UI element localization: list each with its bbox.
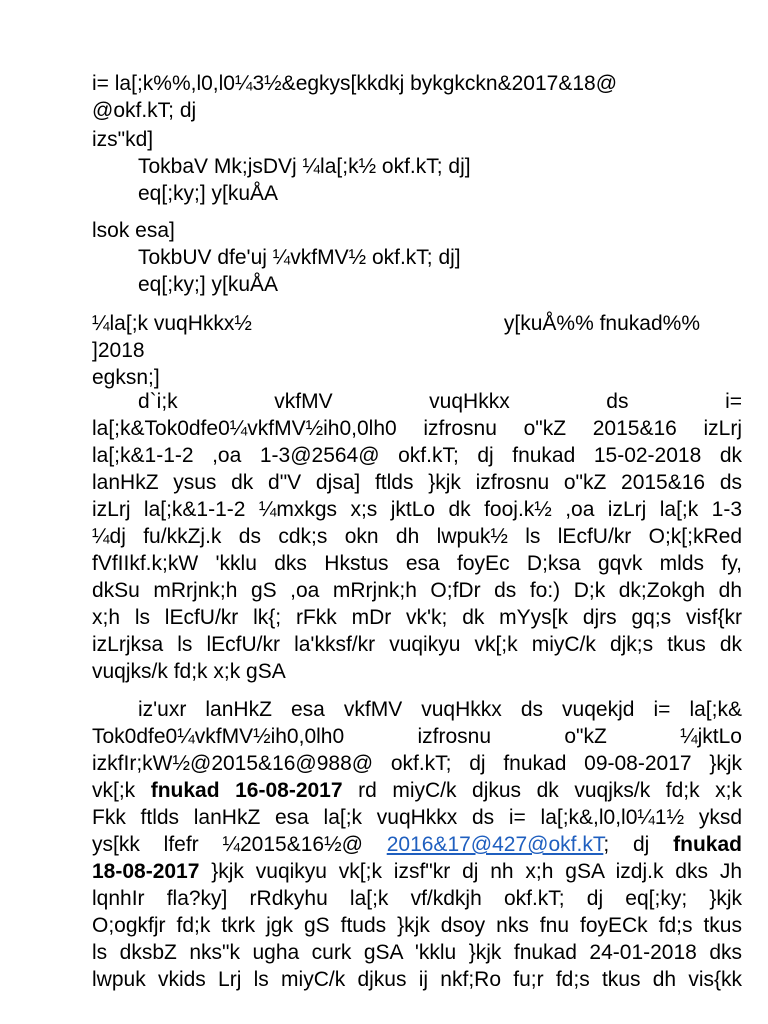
para1-line: x;h ls lEcfU/kr lk{; rFkk mDr vk'k; dk mYys[k djrs gq;s visf{kr	[92, 606, 742, 629]
para1-line: la[;k&Tok0dfe0¼vkfMV½ih0,0lh0 izfrosnu o"kZ 2015&16 izLrj	[92, 417, 742, 440]
subject-department: ¼la[;k vuqHkkx½	[92, 312, 252, 335]
recipient-line-1: TokbUV dfe'uj ¼vkfMV½ okf.kT; dj]	[138, 246, 461, 269]
paragraph-1	[92, 388, 742, 685]
deadline-date-bold: fnukad 16-08-2017	[150, 779, 343, 802]
para1-line: la[;k&1-1-2 ,oa 1-3@2564@ okf.kT; dj fnukad 15-02-2018 dk	[92, 444, 742, 467]
para2-line-6	[92, 831, 742, 858]
para2-line: izkfIr;kW½@2015&16@988@ okf.kT; dj fnukad 09-08-2017 }kjk	[92, 752, 742, 775]
para1-line: izLrjksa ls lEcfU/kr la'kksf/kr vuqikyu vk[;k miyC/k djk;s tkus dk	[92, 633, 742, 656]
sender-line-1: TokbaV Mk;jsDVj ¼la[;k½ okf.kT; dj]	[138, 155, 471, 178]
recipient-line-2: eq[;ky;] y[kuÅA	[138, 273, 279, 296]
para1-line: vuqjks/k fd;k x;k gSA	[92, 660, 286, 683]
para2-line: Fkk ftlds lanHkZ esa la[;k vuqHkkx ds i= la[;k&,l0,l0¼1½ yksd	[92, 806, 742, 829]
sender-label: izs"kd]	[92, 128, 154, 151]
salutation: egksn;]	[92, 366, 160, 389]
para2-line4-post: rd miyC/k djkus dk vuqjks/k fd;k x;k	[342, 779, 742, 802]
para2-line4-pre: vk[;k	[92, 779, 151, 802]
date-label-bold: fnukad	[673, 833, 742, 856]
reference-link[interactable]: 2016&17@427@okf.kT	[386, 833, 604, 856]
paragraph-2	[92, 696, 742, 993]
para2-line7-post: }kjk vuqikyu vk[;k izsf"kr dj nh x;h gSA izdj.k dks Jh	[199, 860, 742, 883]
para2-line: ls dksbZ nks"k ugha curk gSA 'kklu }kjk fnukad 24-01-2018 dks	[92, 941, 742, 964]
reference-line-2: @okf.kT; dj	[92, 99, 197, 122]
para2-line: lqnhIr fla?ky] rRdkyhu la[;k vf/kdkjh okf.kT; dj eq[;ky; }kjk	[92, 887, 742, 910]
subject-row	[92, 310, 742, 337]
para2-line: O;ogkfjr fd;k tkrk jgk gS ftuds }kjk dsoy nks fnu foyECk fd;s tkus	[92, 914, 742, 937]
sender-line-2: eq[;ky;] y[kuÅA	[138, 182, 279, 205]
para2-line-4	[92, 777, 742, 804]
recipient-label: lsok esa]	[92, 219, 175, 242]
reference-line-1: i= la[;k%%,l0,l0¼3½&egkys[kkdkj bykgkckn&2017&18@	[92, 72, 618, 95]
para2-line: iz'uxr lanHkZ esa vkfMV vuqHkkx ds vuqekjd i= la[;k&	[138, 698, 742, 721]
subject-year: ]2018	[92, 339, 145, 362]
para1-line: dkSu mRrjnk;h gS ,oa mRrjnk;h O;fDr ds fo:) D;k dk;Zokgh dh	[92, 579, 742, 602]
para1-line: fVfIIkf.k;kW 'kklu dks Hkstus esa foyEc D;ksa gqvk mlds fy,	[92, 552, 742, 575]
sender-block	[92, 126, 742, 207]
para2-line-7	[92, 858, 742, 885]
para1-line: ¼dj fu/kkZj.k ds cdk;s okn dh lwpuk½ ls lEcfU/kr O;k[;kRed	[92, 525, 742, 548]
reference-heading	[92, 70, 742, 124]
para1-line: d`i;k vkfMV vuqHkkx ds i=	[138, 390, 742, 413]
recipient-block	[92, 217, 742, 298]
para1-line: izLrj la[;k&1-1-2 ¼mxkgs x;s jktLo dk fooj.k½ ,oa izLrj la[;k 1-3	[92, 498, 742, 521]
para2-line: lwpuk vkids Lrj ls miyC/k djkus ij nkf;Ro fu;r fd;s tkus dh vis{kk	[92, 968, 742, 991]
para2-line: Tok0dfe0¼vkfMV½ih0,0lh0 izfrosnu o"kZ ¼jktLo	[92, 725, 742, 748]
subject-place-date: y[kuÅ%% fnukad%%	[503, 312, 700, 335]
subject-continuation	[92, 337, 742, 391]
para2-line6-post: ; dj	[603, 833, 674, 856]
compliance-date-bold: 18-08-2017	[92, 860, 200, 883]
para2-line6-pre: ys[kk lfefr ¼2015&16½@	[92, 833, 387, 856]
para1-line: lanHkZ ysus dk d"V djsa] ftlds }kjk izfrosnu o"kZ 2015&16 ds	[92, 471, 742, 494]
